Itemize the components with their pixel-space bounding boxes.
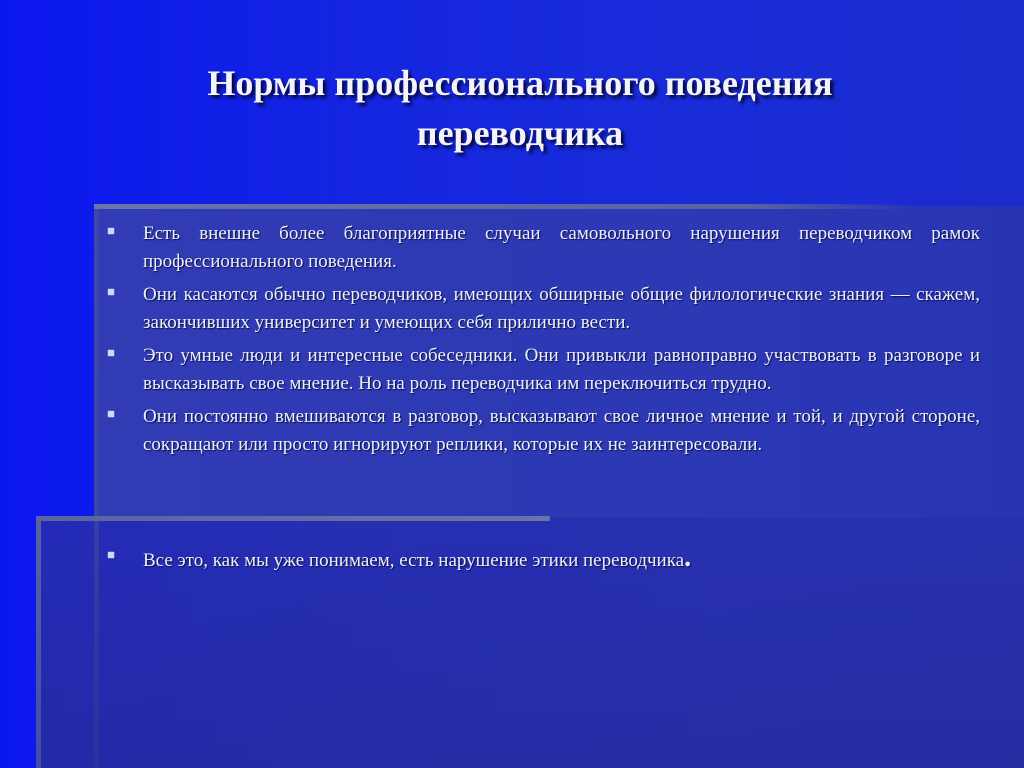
bullet-item [106,342,980,397]
bullet-text: Есть внешне более благоприятные случаи самовольного нарушения переводчиком рамок профессионального поведения. [143,223,980,272]
decorative-horizontal-line-lower [36,516,550,521]
final-bullet-item [106,544,980,575]
square-bullet-icon [108,228,114,234]
decorative-vertical-line-lower [36,516,41,768]
bullet-item [106,403,980,458]
bullet-item [106,281,980,336]
slide-title [60,58,980,158]
bullet-item [106,220,980,275]
bullet-list [106,220,980,464]
slide-title-line-1: Нормы профессионального поведения [207,63,833,103]
bullet-text: Это умные люди и интересные собеседники. Они привыкли равноправно участвовать в разговоре и высказывать свое мнение. Но на роль переводчика им переключиться трудно. [143,345,980,394]
decorative-horizontal-line-upper [94,204,914,209]
final-bullet-text: Все это, как мы уже понимаем, есть нарушение этики переводчика [143,550,685,571]
square-bullet-icon [108,411,114,417]
final-bullet-period: . [684,542,692,573]
bullet-text: Они постоянно вмешиваются в разговор, высказывают свое личное мнение и той, и другой стороне, сокращают или просто игнорируют реплики, которые их не заинтересовали. [143,406,980,455]
square-bullet-icon [108,552,114,558]
square-bullet-icon [108,289,114,295]
bullet-text: Они касаются обычно переводчиков, имеющих обширные общие филологические знания — скажем, закончивших университет и умеющих себя прилично вести. [143,284,980,333]
slide-title-line-2: переводчика [416,113,624,153]
square-bullet-icon [108,350,114,356]
